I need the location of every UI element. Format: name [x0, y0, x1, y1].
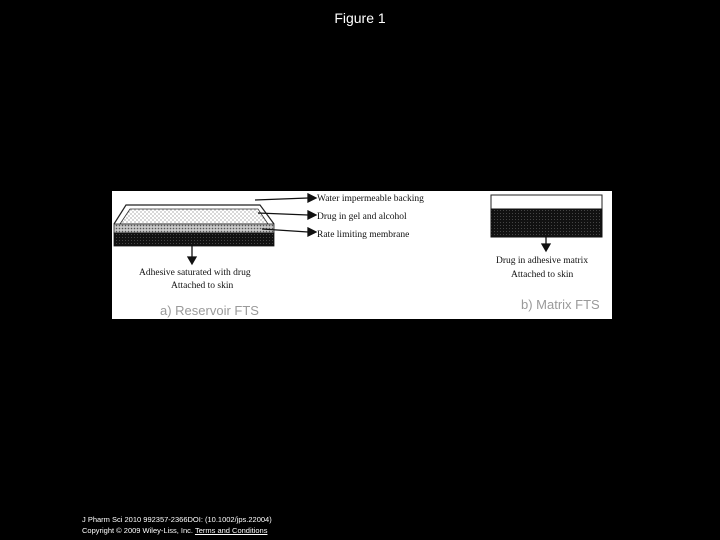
matrix-backing-layer: [491, 195, 602, 209]
rate-limiting-membrane-layer: [114, 224, 274, 233]
terms-link[interactable]: Terms and Conditions: [194, 526, 268, 535]
arrow-head-membrane: [308, 228, 316, 236]
adhesive-layer: [114, 233, 274, 246]
fts-diagram: [112, 191, 612, 319]
arrow-head-backing: [308, 194, 316, 202]
fts-diagram-panel: [112, 191, 612, 319]
arrow-head-gel: [308, 211, 316, 219]
copyright-line: [82, 525, 272, 536]
label-matrix-line2: Attached to skin: [511, 270, 574, 280]
label-adhesive-line1: Adhesive saturated with drug: [139, 268, 251, 278]
label-membrane: Rate limiting membrane: [317, 230, 410, 240]
footer: [82, 514, 272, 536]
slide-title: Figure 1: [334, 10, 386, 26]
matrix-patch: [491, 195, 602, 237]
label-matrix-line1: Drug in adhesive matrix: [496, 256, 589, 266]
reservoir-down-arrow: [188, 246, 196, 264]
reservoir-patch: [114, 205, 274, 246]
label-backing: Water impermeable backing: [317, 194, 424, 204]
matrix-down-arrow: [542, 237, 550, 251]
caption-matrix: b) Matrix FTS: [521, 297, 600, 312]
reservoir-gel-layer: [120, 209, 268, 224]
label-adhesive-line2: Attached to skin: [171, 281, 234, 291]
citation-text: J Pharm Sci 2010 992357-2366DOI: (10.1002/jps.22004): [82, 515, 272, 524]
copyright-text: Copyright © 2009 Wiley-Liss, Inc.: [82, 526, 193, 535]
caption-reservoir: a) Reservoir FTS: [160, 303, 259, 318]
label-gel: Drug in gel and alcohol: [317, 212, 407, 222]
matrix-adhesive-layer: [491, 209, 602, 237]
label-arrows: [255, 194, 316, 236]
